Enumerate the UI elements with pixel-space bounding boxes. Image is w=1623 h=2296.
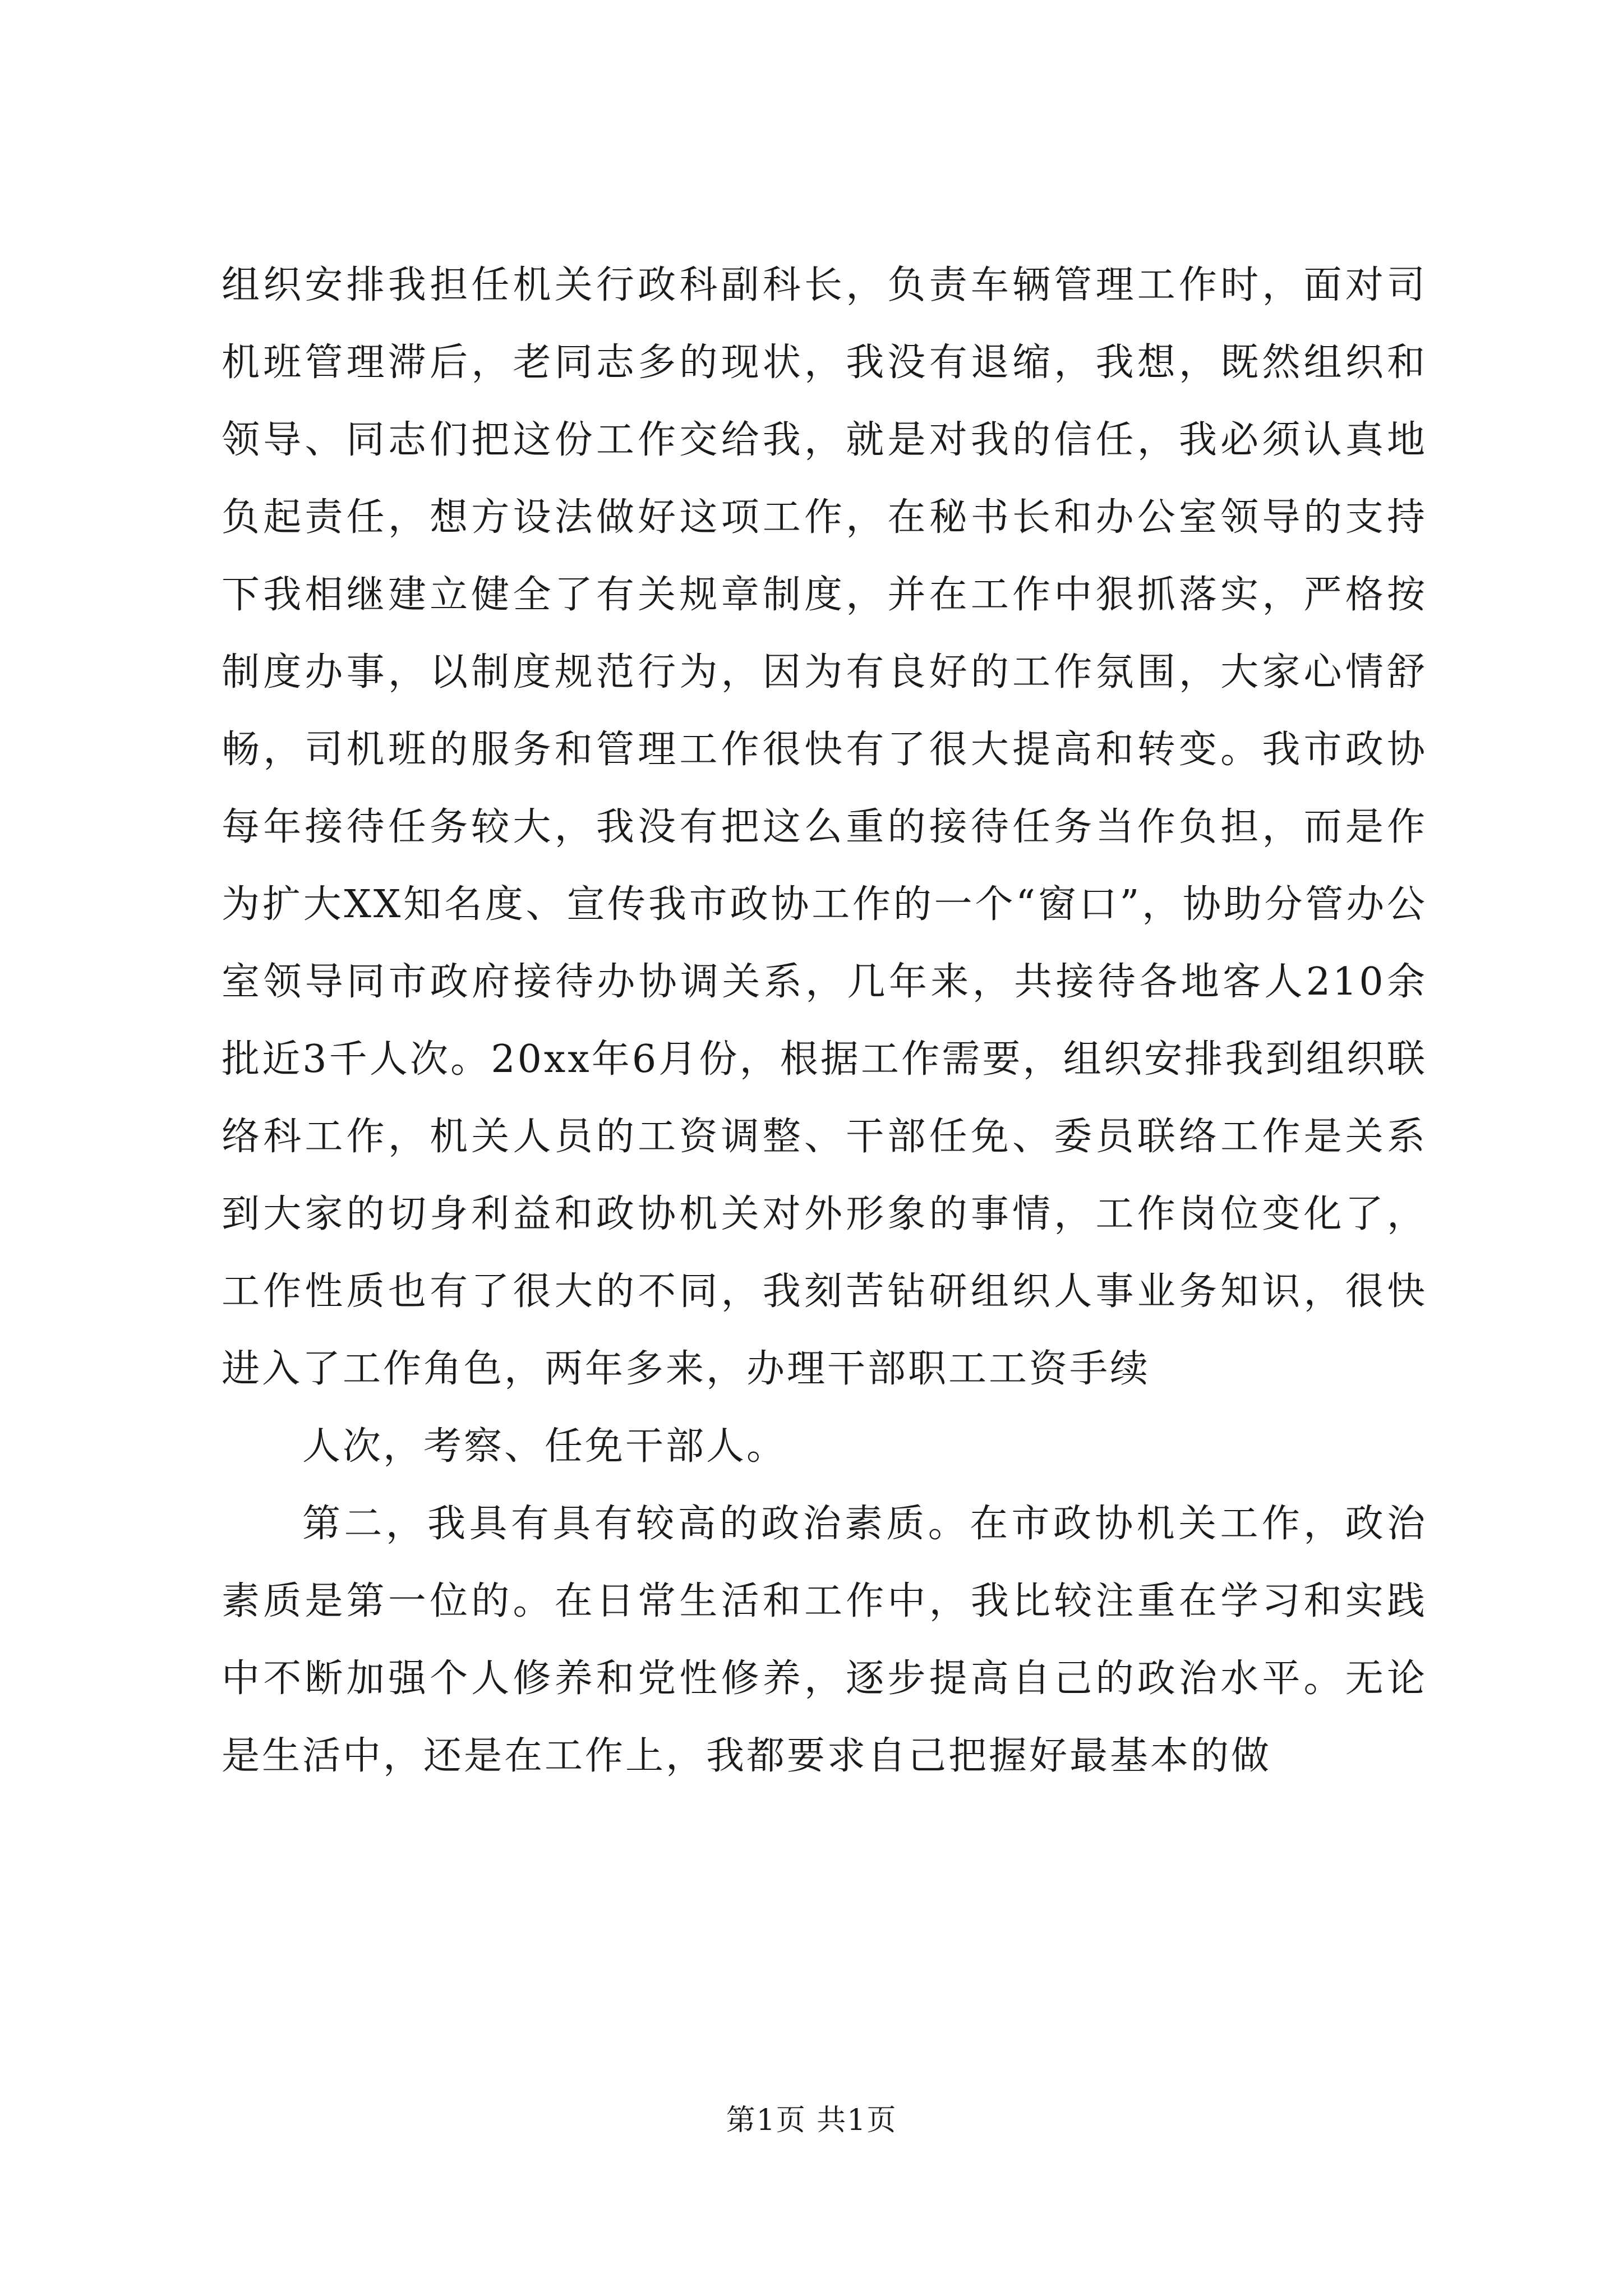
paragraph-personnel-count: 人次，考察、任免干部人。 [302,1424,787,1469]
document-body [222,247,1427,1795]
page-number-footer: 第1页 共1页 [726,2104,897,2137]
paragraph-political-quality: 第二，我具有具有较高的政治素质。在市政协机关工作，政治素质是第一位的。在日常生活和工作中，我比较注重在学习和实践中不断加强个人修养和党性修养，逐步提高自己的政治水平。无论是生活中，还是在工作上，我都要求自己把握好最基本的做 [222,1502,1427,1778]
paragraph-continued: 组织安排我担任机关行政科副科长，负责车辆管理工作时，面对司机班管理滞后，老同志多的现状，我没有退缩，我想，既然组织和领导、同志们把这份工作交给我，就是对我的信任，我必须认真地负起责任，想方设法做好这项工作，在秘书长和办公室领导的支持下我相继建立健全了有关规章制度，并在工作中狠抓落实，严格按制度办事，以制度规范行为，因为有良好的工作氛围，大家心情舒畅，司机班的服务和管理工作很快有了很大提高和转变。我市政协每年接待任务较大，我没有把这么重的接待任务当作负担，而是作为扩大XX知名度、宣传我市政协工作的一个“窗口”，协助分管办公室领导同市政府接待办协调关系，几年来，共接待各地客人210余批近3千人次。20xx年6月份，根据工作需要，组织安排我到组织联络科工作，机关人员的工资调整、干部任免、委员联络工作是关系到大家的切身利益和政协机关对外形象的事情，工作岗位变化了，工作性质也有了很大的不同，我刻苦钻研组织人事业务知识，很快进入了工作角色，两年多来，办理干部职工工资手续 [222,263,1427,1391]
